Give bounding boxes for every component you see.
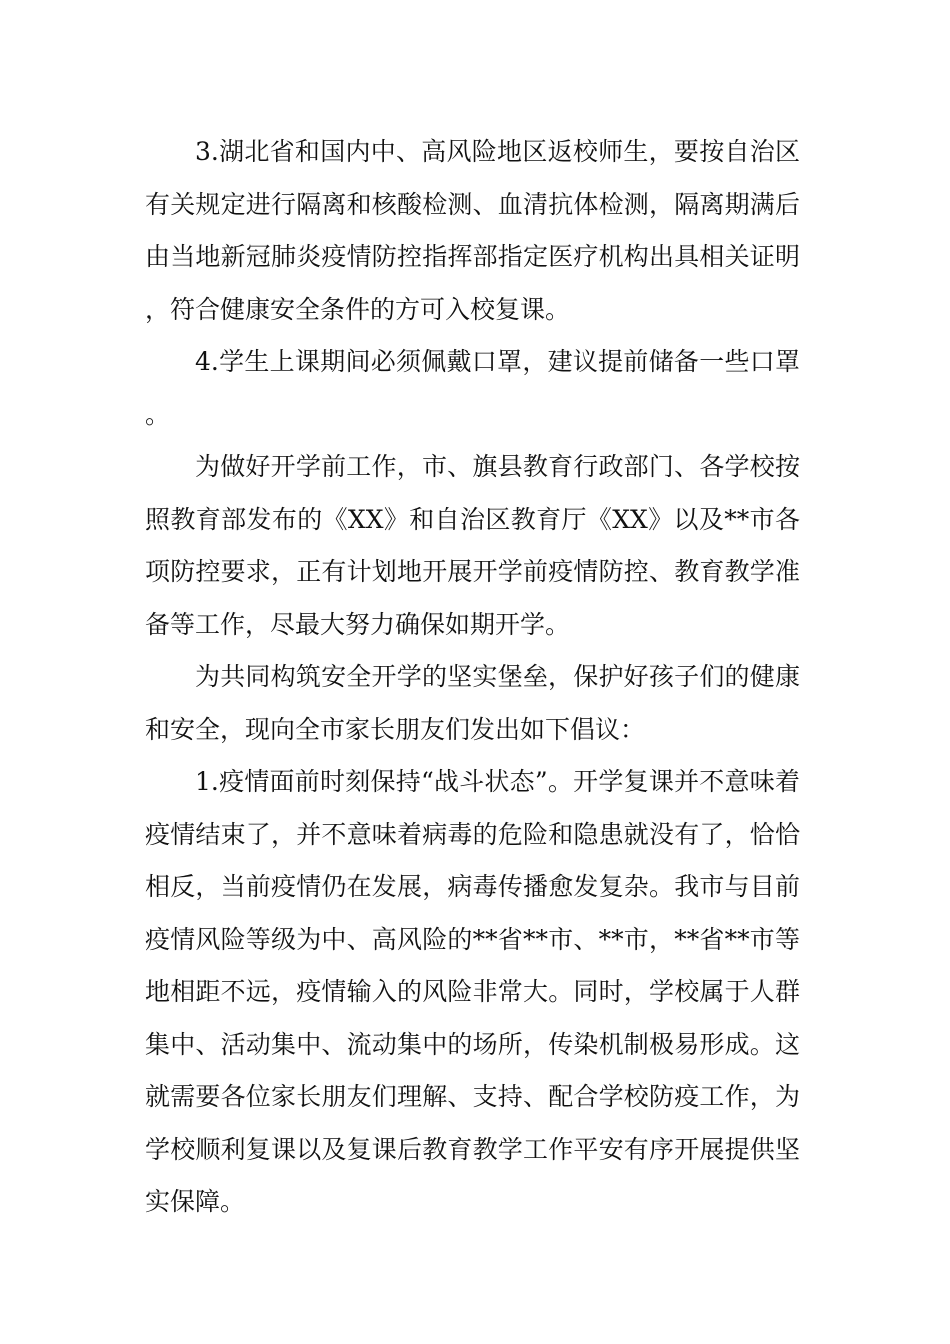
paragraph-proposal-intro: 为共同构筑安全开学的坚实堡垒，保护好孩子们的健康和安全，现向全市家长朋友们发出如下倡议： [145,662,800,744]
paragraph-preparation: 为做好开学前工作，市、旗县教育行政部门、各学校按照教育部发布的《XX》和自治区教育厅《XX》以及**市各项防控要求，正有计划地开展开学前疫情防控、教育教学准备等工作，尽最大努力确保如期开学。 [145,452,800,639]
paragraph-item-1-combat-state: 1.疫情面前时刻保持“战斗状态”。开学复课并不意味着疫情结束了，并不意味着病毒的危险和隐患就没有了，恰恰相反，当前疫情仍在发展，病毒传播愈发复杂。我市与目前疫情风险等级为中、高风险的**省**市、**市，**省**市等地相距不远，疫情输入的风险非常大。同时，学校属于人群集中、活动集中、流动集中的场所，传染机制极易形成。这就需要各位家长朋友们理解、支持、配合学校防疫工作，为学校顺利复课以及复课后教育教学工作平安有序开展提供坚实保障。 [145,767,800,1216]
document-body [145,126,800,1229]
paragraph-item-4-masks: 4.学生上课期间必须佩戴口罩，建议提前储备一些口罩。 [145,347,800,429]
paragraph-item-3-isolation: 3.湖北省和国内中、高风险地区返校师生，要按自治区有关规定进行隔离和核酸检测、血清抗体检测，隔离期满后由当地新冠肺炎疫情防控指挥部指定医疗机构出具相关证明，符合健康安全条件的方可入校复课。 [145,137,800,324]
